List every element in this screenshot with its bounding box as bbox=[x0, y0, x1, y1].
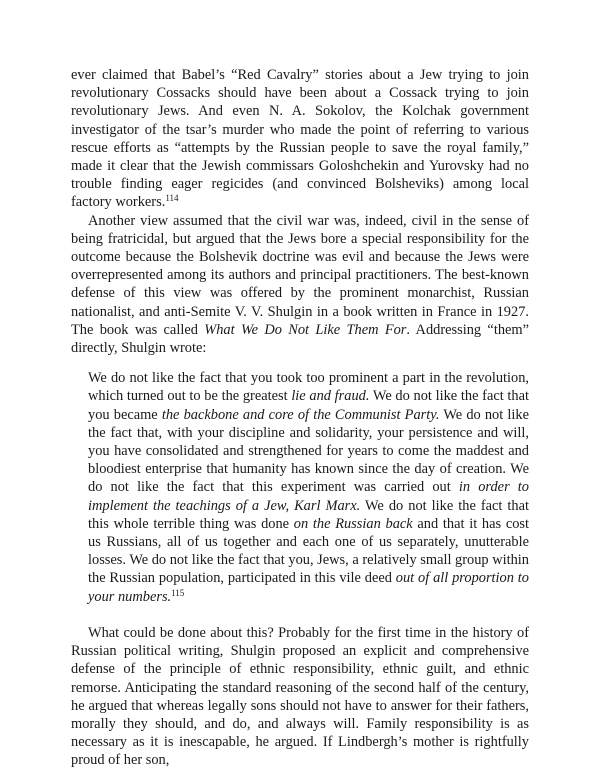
quote-emphasis-3: in order to implement the teachings of a Jew, Karl Marx. bbox=[88, 479, 530, 514]
quote-text-1: We do not like the fact that you took too prominent a part in the revolution, which turned out to be the greatest bbox=[88, 370, 529, 405]
quote-emphasis-5: out of all proportion to your numbers. bbox=[88, 570, 529, 605]
paragraph-3 bbox=[71, 624, 529, 770]
footnote-ref-114[interactable]: 114 bbox=[165, 193, 179, 204]
quote-text-3: We do not like the fact that, with your discipline and solidarity, your persistence and will, you have consolidated and strengthened for years to come the maddest and bloodiest enterprise that humanity has known since the day of creation. We do not like the fact that this experiment was carried out bbox=[88, 406, 529, 496]
paragraph-1 bbox=[71, 66, 529, 212]
quote-text-2: We do not like the fact that you became bbox=[88, 388, 529, 423]
paragraph-1-text: ever claimed that Babel’s “Red Cavalry” stories about a Jew trying to join revolutionary Cossacks should have been about a Cossack trying to join revolutionary Jews. And even N. A. Sokolov, the Kolchak government investigator of the tsar’s murder who made the point of referring to various rescue efforts as “attempts by the Russian people to save the royal family,” made it clear that the Jewish commissars Goloshchekin and Yurovsky had no trouble finding eager regicides (and convinced Bolsheviks) among local factory workers. bbox=[71, 67, 529, 211]
quote-emphasis-1: lie and fraud. bbox=[291, 388, 370, 405]
quote-emphasis-4: on the Russian back bbox=[293, 515, 413, 532]
paragraph-3-text: What could be done about this? Probably for the first time in the history of Russian political writing, Shulgin proposed an explicit and comprehensive defense of the principle of ethnic responsibility, ethnic guilt, and ethnic remorse. Anticipating the standard reasoning of the second half of the century, he argued that whereas legally sons should not have to answer for their fathers, morally they should, and do, and always will. Family responsibility is as necessary as it is inescapable, he argued. If Lindbergh’s mother is rightfully proud of her son, bbox=[71, 624, 529, 769]
quote-text-5: and that it has cost us Russians, all of us together and each one of us separately, unutterable losses. We do not like the fact that you, Jews, a relatively small group within the Russian population, participated in this vile deed bbox=[88, 515, 530, 587]
quote-text-4: We do not like the fact that this whole terrible thing was done bbox=[88, 497, 530, 532]
block-quote bbox=[88, 369, 529, 606]
paragraph-2-text-a: Another view assumed that the civil war was, indeed, civil in the sense of being fratricidal, but argued that the Jews bore a special responsibility for the outcome because the Bolshevik doctrine was evil and because the Jews were overrepresented among its authors and principal practitioners. The best-known defense of this view was offered by the prominent monarchist, Russian nationalist, and anti-Semite V. V. Shulgin in a book written in France in 1927. The book was called bbox=[71, 212, 529, 338]
footnote-ref-115[interactable]: 115 bbox=[171, 587, 185, 598]
paragraph-2 bbox=[71, 212, 529, 358]
book-title: What We Do Not Like Them For bbox=[204, 321, 407, 338]
quote-emphasis-2: the backbone and core of the Communist Party. bbox=[161, 406, 440, 423]
paragraph-2-text-b: . Addressing “them” directly, Shulgin wrote: bbox=[71, 321, 529, 357]
